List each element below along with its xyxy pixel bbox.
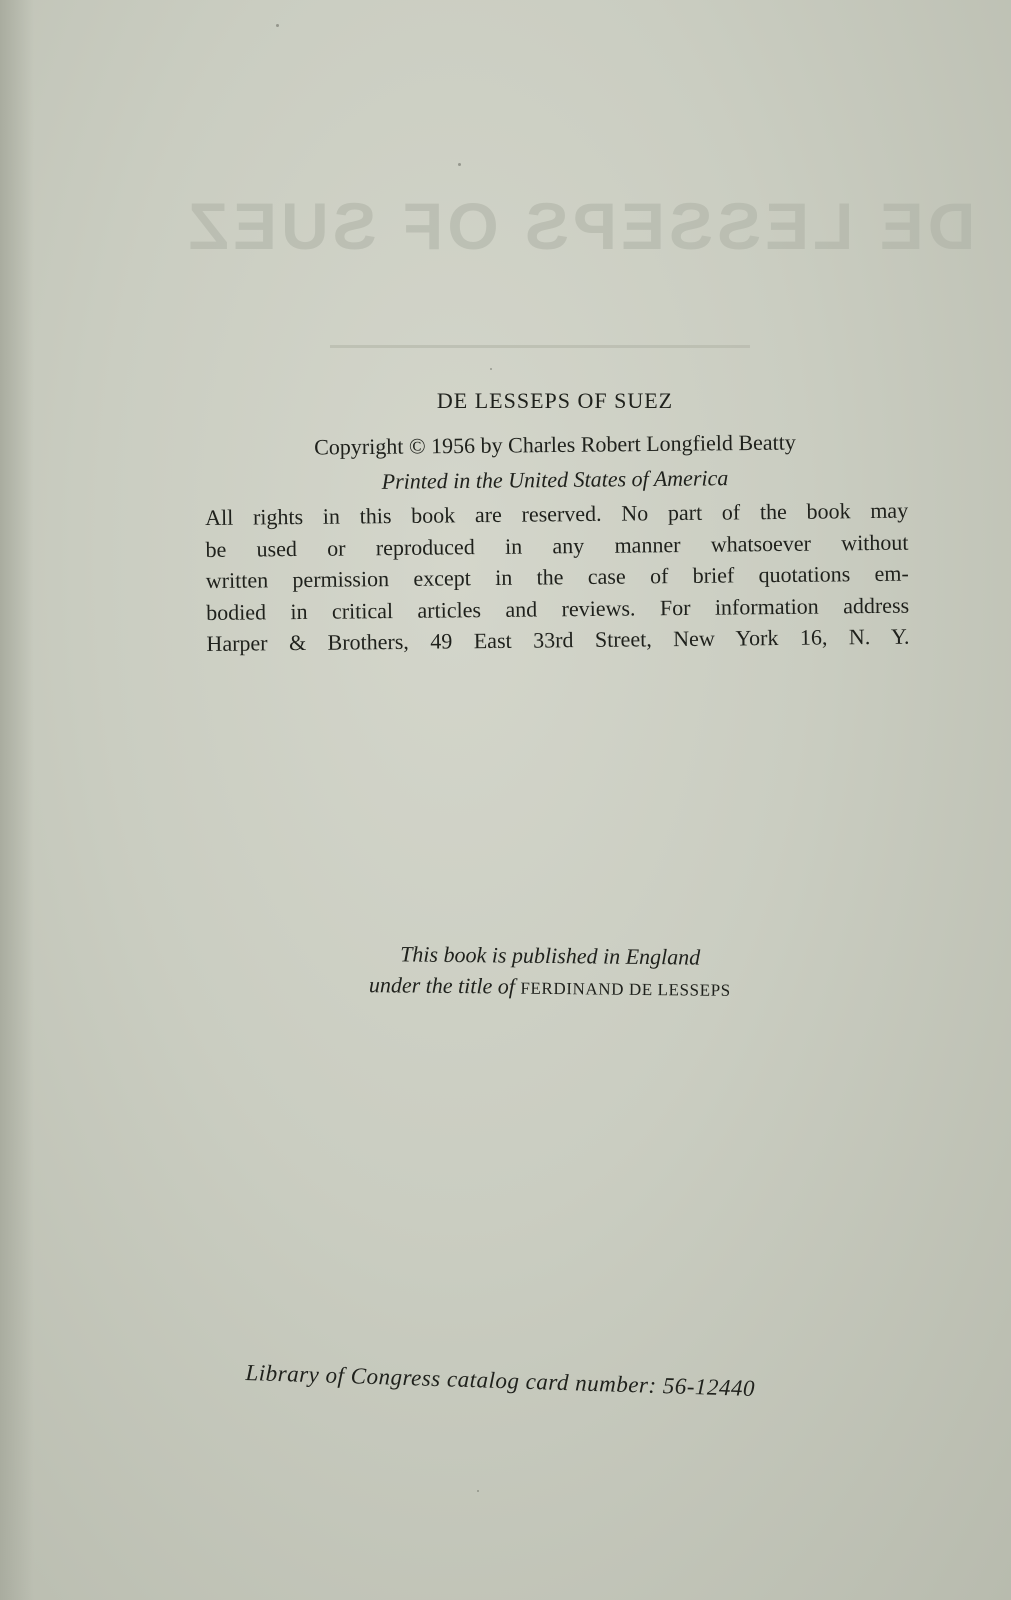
- rights-line: bodied in critical articles and reviews. For information address: [206, 592, 910, 625]
- page-gutter-shadow: [0, 0, 34, 1600]
- rights-line: written permission except in the case of brief quotations em-: [205, 560, 909, 593]
- rights-line: All rights in this book are reserved. No part of the book may: [205, 497, 909, 530]
- england-publication-note: [320, 938, 781, 1007]
- england-title: FERDINAND DE LESSEPS: [520, 978, 731, 1000]
- rights-line: Harper & Brothers, 49 East 33rd Street, New York 16, N. Y.: [206, 623, 910, 656]
- paper-speck: [477, 1490, 479, 1492]
- copyright-line: Copyright © 1956 by Charles Robert Longfield Beatty: [314, 429, 796, 460]
- paper-speck: [276, 24, 279, 27]
- bleed-through-rule: [330, 345, 750, 348]
- published-line-1: This book is published in England: [400, 941, 701, 970]
- library-of-congress-number: Library of Congress catalog card number: 56-12440: [245, 1360, 756, 1401]
- paper-speck: [490, 368, 492, 370]
- rights-line: be used or reproduced in any manner whatsoever without: [205, 529, 909, 562]
- published-line-2: [320, 969, 780, 1007]
- bleed-through-title: DE LESSEPS OF SUEZ: [184, 189, 976, 263]
- book-title: DE LESSEPS OF SUEZ: [436, 388, 674, 413]
- published-line-2-prefix: under the title of: [368, 972, 516, 999]
- printed-in-line: Printed in the United States of America: [381, 465, 729, 494]
- paper-speck: [458, 163, 461, 166]
- rights-paragraph: [205, 495, 910, 660]
